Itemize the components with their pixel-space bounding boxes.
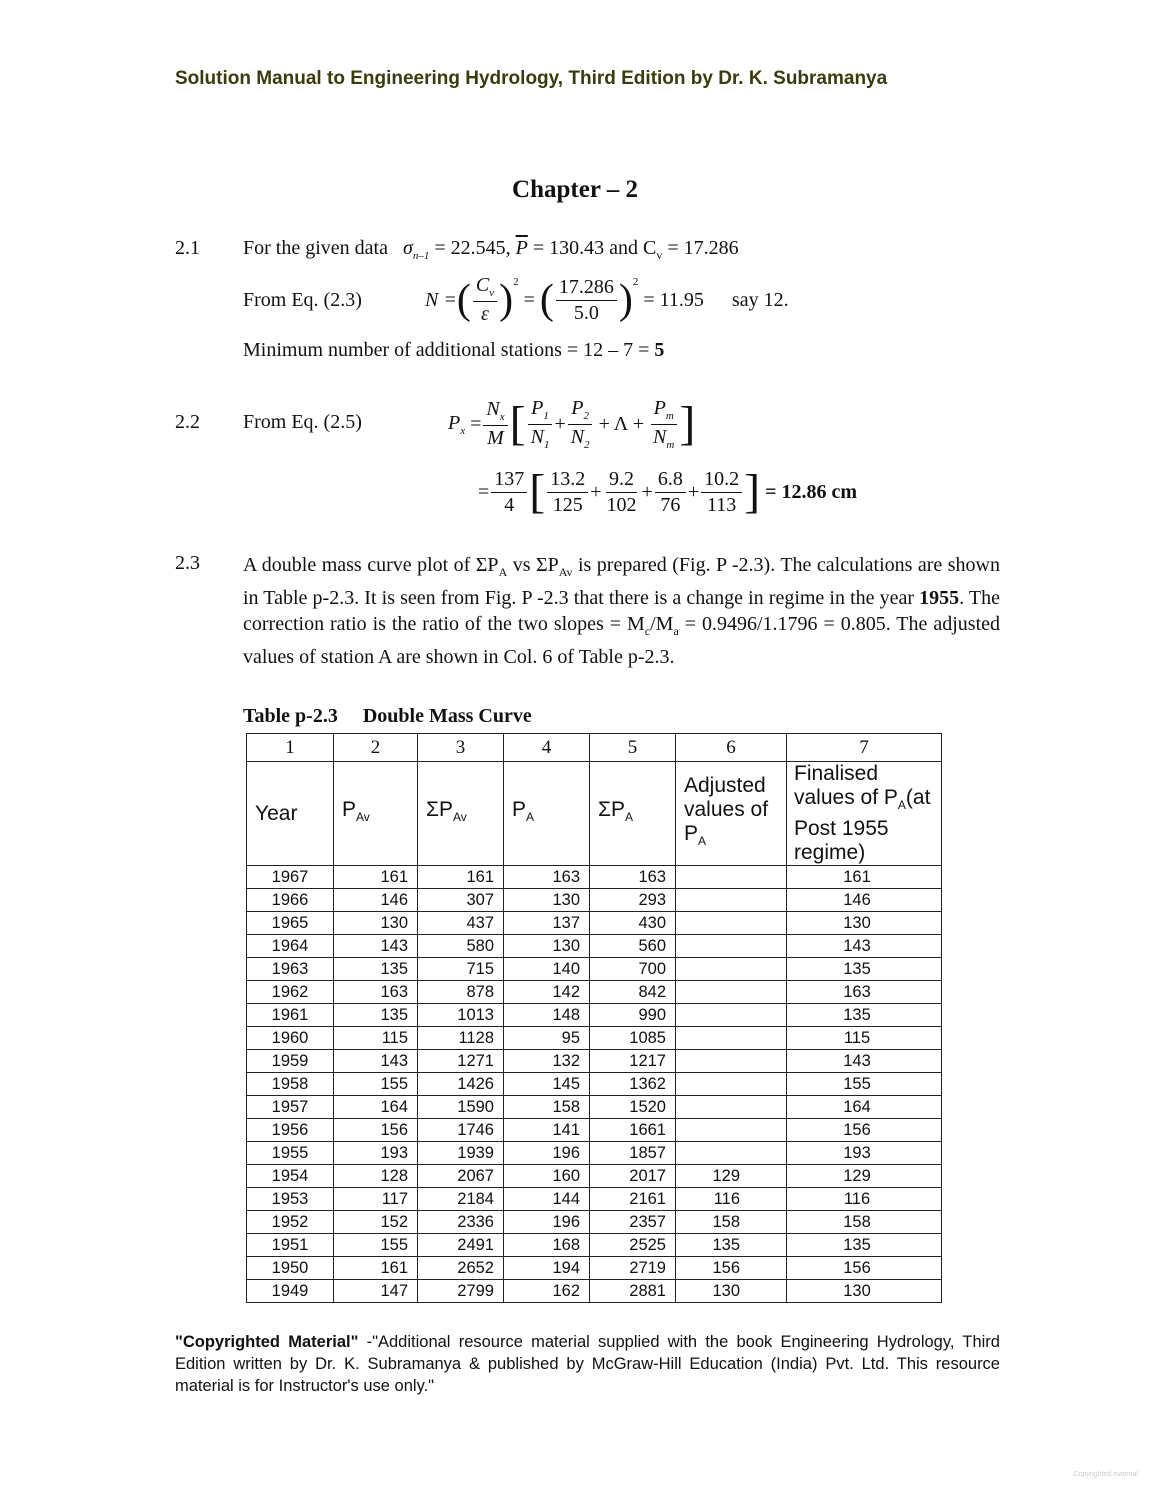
problem-2-1-line-3 bbox=[243, 339, 664, 362]
numeric-fraction bbox=[556, 275, 617, 326]
table-cell: 878 bbox=[418, 981, 504, 1004]
square-exponent-2: 2 bbox=[632, 276, 639, 288]
n2-letter: N bbox=[570, 425, 585, 448]
frac3-den: 76 bbox=[660, 493, 681, 516]
header-pa-sub: A bbox=[526, 810, 535, 825]
para-part-5: /M bbox=[650, 613, 674, 635]
table-cell: 160 bbox=[504, 1165, 590, 1188]
header-pa-letter: P bbox=[512, 798, 527, 821]
col-number: 6 bbox=[676, 734, 787, 762]
fraction-numerator: 17.286 bbox=[556, 275, 617, 301]
table-cell: 1962 bbox=[247, 981, 334, 1004]
table-cell: 130 bbox=[504, 889, 590, 912]
table-cell: 135 bbox=[787, 1004, 942, 1027]
table-cell: 2491 bbox=[418, 1234, 504, 1257]
table-cell: 1965 bbox=[247, 912, 334, 935]
para-sub-a2: a bbox=[673, 624, 679, 638]
table-cell: 560 bbox=[590, 935, 676, 958]
table-cell: 161 bbox=[334, 1257, 418, 1280]
table-cell: 135 bbox=[787, 1234, 942, 1257]
table-cell: 146 bbox=[334, 889, 418, 912]
table-cell: 196 bbox=[504, 1211, 590, 1234]
frac2-den: 102 bbox=[606, 493, 637, 516]
eq-2-5-reference: From Eq. (2.5) bbox=[243, 411, 362, 433]
para-part-2: vs ΣP bbox=[507, 554, 559, 576]
table-cell: 1953 bbox=[247, 1188, 334, 1211]
table-cell: 129 bbox=[676, 1165, 787, 1188]
table-cell: 163 bbox=[590, 866, 676, 889]
table-cell: 148 bbox=[504, 1004, 590, 1027]
table-cell: 1128 bbox=[418, 1027, 504, 1050]
frac4-den: 113 bbox=[706, 493, 737, 516]
watermark: Copyrighted material bbox=[1073, 1471, 1138, 1478]
table-cell: 1271 bbox=[418, 1050, 504, 1073]
n2-subscript: 2 bbox=[584, 438, 590, 451]
p2-subscript: 2 bbox=[583, 409, 590, 422]
table-row bbox=[247, 866, 942, 889]
table-cell: 2336 bbox=[418, 1211, 504, 1234]
para-part-4: . The correction ratio is the ratio of the two slopes = M bbox=[243, 587, 1000, 635]
table-cell: 2184 bbox=[418, 1188, 504, 1211]
pm-letter: P bbox=[653, 396, 666, 419]
header-pav-letter: P bbox=[342, 798, 357, 821]
table-cell: 430 bbox=[590, 912, 676, 935]
table-cell: 135 bbox=[334, 1004, 418, 1027]
table-cell: 152 bbox=[334, 1211, 418, 1234]
table-cell: 1950 bbox=[247, 1257, 334, 1280]
table-cell: 2525 bbox=[590, 1234, 676, 1257]
table-cell: 129 bbox=[787, 1165, 942, 1188]
col-number: 5 bbox=[590, 734, 676, 762]
cv-over-epsilon bbox=[473, 273, 497, 327]
px-subscript: x bbox=[460, 424, 466, 437]
left-paren-2: ( bbox=[539, 277, 554, 323]
table-cell bbox=[676, 1050, 787, 1073]
eq-2-3-reference: From Eq. (2.3) bbox=[243, 288, 362, 311]
table-cell: 1960 bbox=[247, 1027, 334, 1050]
table-cell bbox=[676, 912, 787, 935]
additional-stations-text: Minimum number of additional stations = 12 – 7 = bbox=[243, 339, 655, 361]
header-adjusted-text: Adjusted values of P bbox=[684, 774, 769, 845]
p-bar-value: = 130.43 and C bbox=[532, 237, 657, 259]
left-bracket: [ bbox=[509, 397, 526, 450]
right-paren-2: ) bbox=[618, 277, 633, 323]
table-row bbox=[247, 1050, 942, 1073]
header-sum-pa bbox=[590, 762, 676, 866]
table-cell: 1857 bbox=[590, 1142, 676, 1165]
table-cell: 130 bbox=[334, 912, 418, 935]
table-cell: 95 bbox=[504, 1027, 590, 1050]
table-row bbox=[247, 1142, 942, 1165]
table-cell: 158 bbox=[504, 1096, 590, 1119]
table-cell: 132 bbox=[504, 1050, 590, 1073]
n-equals: N = bbox=[425, 288, 457, 311]
problem-number-2-1: 2.1 bbox=[175, 237, 200, 259]
cv-num-subscript: v bbox=[489, 287, 495, 300]
table-cell bbox=[676, 1119, 787, 1142]
table-cell: 163 bbox=[504, 866, 590, 889]
frac1-den: 125 bbox=[552, 493, 583, 516]
table-cell: 161 bbox=[334, 866, 418, 889]
table-cell bbox=[676, 866, 787, 889]
table-cell: 580 bbox=[418, 935, 504, 958]
cv-value: = 17.286 bbox=[662, 237, 739, 259]
additional-stations-answer: 5 bbox=[654, 339, 665, 361]
table-cell: 1013 bbox=[418, 1004, 504, 1027]
p-bar-symbol: $\overline{P}$ bbox=[515, 237, 528, 259]
table-cell: 155 bbox=[334, 1073, 418, 1096]
para-part-3: is prepared (Fig. P -2.3). The calculations are shown in Table p-2.3. It is seen from Fig. P -2.3 that there is a change in regime in the year bbox=[243, 554, 1000, 609]
table-cell: 1949 bbox=[247, 1280, 334, 1303]
table-cell: 156 bbox=[787, 1119, 942, 1142]
table-cell: 117 bbox=[334, 1188, 418, 1211]
table-row bbox=[247, 1165, 942, 1188]
frac-137-num: 137 bbox=[491, 467, 527, 493]
right-bracket-2: ] bbox=[744, 465, 761, 518]
m-letter: M bbox=[487, 426, 504, 449]
table-row bbox=[247, 1004, 942, 1027]
table-cell: 130 bbox=[676, 1280, 787, 1303]
header-finalised bbox=[787, 762, 942, 866]
nx-over-m bbox=[483, 397, 507, 451]
table-cell: 1957 bbox=[247, 1096, 334, 1119]
header-adjusted bbox=[676, 762, 787, 866]
table-cell: 161 bbox=[418, 866, 504, 889]
table-cell bbox=[676, 1004, 787, 1027]
table-cell bbox=[676, 1027, 787, 1050]
table-cell bbox=[676, 1142, 787, 1165]
ellipsis-plus: + Λ + bbox=[598, 412, 645, 435]
problem-2-3-paragraph bbox=[243, 552, 1000, 670]
table-row bbox=[247, 1027, 942, 1050]
table-row bbox=[247, 1280, 942, 1303]
table-cell: 163 bbox=[334, 981, 418, 1004]
table-cell: 2161 bbox=[590, 1188, 676, 1211]
say-value: say 12. bbox=[731, 288, 789, 311]
left-bracket-2: [ bbox=[529, 465, 546, 518]
n1-subscript: 1 bbox=[543, 438, 550, 451]
frac-6-8-76 bbox=[655, 467, 686, 518]
table-cell: 193 bbox=[334, 1142, 418, 1165]
table-cell: 2357 bbox=[590, 1211, 676, 1234]
table-cell: 1966 bbox=[247, 889, 334, 912]
table-cell: 1520 bbox=[590, 1096, 676, 1119]
table-cell: 156 bbox=[787, 1257, 942, 1280]
table-cell: 1952 bbox=[247, 1211, 334, 1234]
table-cell: 1954 bbox=[247, 1165, 334, 1188]
frac-10-2-113 bbox=[701, 467, 742, 518]
header-adjusted-sub: A bbox=[698, 834, 707, 849]
table-cell: 163 bbox=[787, 981, 942, 1004]
table-cell: 164 bbox=[334, 1096, 418, 1119]
table-cell: 142 bbox=[504, 981, 590, 1004]
table-cell: 1217 bbox=[590, 1050, 676, 1073]
p1-subscript: 1 bbox=[543, 409, 549, 422]
table-cell: 1967 bbox=[247, 866, 334, 889]
formula-2-5-numeric: = $\frac{137}{4}$ [ $\frac{13.2}{125}$ + $\frac{9.2}{102}$ + $\frac{6.8}{76}$ + $\frac{10.2}{113}$ ] = 12.86 cm bbox=[478, 465, 858, 518]
table-cell: 158 bbox=[787, 1211, 942, 1234]
p2-over-n2 bbox=[568, 396, 593, 453]
header-pav-sub: Av bbox=[356, 810, 370, 825]
square-exponent: 2 bbox=[513, 276, 519, 288]
header-pav bbox=[334, 762, 418, 866]
table-cell: 155 bbox=[787, 1073, 942, 1096]
epsilon-denominator: ε bbox=[481, 302, 489, 325]
right-bracket: ] bbox=[679, 397, 696, 450]
problem-2-1-line-1 bbox=[243, 237, 739, 263]
table-cell: 2067 bbox=[418, 1165, 504, 1188]
table-cell: 162 bbox=[504, 1280, 590, 1303]
nx-subscript: x bbox=[499, 411, 505, 424]
table-cell: 146 bbox=[787, 889, 942, 912]
problem-2-1-line-2: From Eq. (2.3) N = ( $\frac{C_v}{\varepsilon}$ ) $^2$ = ( $\frac{17.286}{5.0}$ ) $^2$ = 11.95 say 12. bbox=[243, 274, 789, 325]
table-cell: 193 bbox=[787, 1142, 942, 1165]
frac-4-den: 4 bbox=[504, 493, 515, 516]
header-sum-pav-letter: ΣP bbox=[426, 798, 453, 821]
problem-number-2-3: 2.3 bbox=[175, 552, 200, 574]
problem-2-1-prefix: For the given data bbox=[243, 237, 388, 259]
table-cell: 437 bbox=[418, 912, 504, 935]
table-cell: 130 bbox=[787, 912, 942, 935]
table-cell: 2017 bbox=[590, 1165, 676, 1188]
table-row bbox=[247, 889, 942, 912]
table-cell: 990 bbox=[590, 1004, 676, 1027]
table-cell: 1590 bbox=[418, 1096, 504, 1119]
table-cell: 307 bbox=[418, 889, 504, 912]
cv-numerator: C bbox=[475, 274, 490, 297]
table-cell bbox=[676, 981, 787, 1004]
copyright-text: -"Additional resource material supplied with the book Engineering Hydrology, Third Edition written by Dr. K. Subramanya & published by McGraw-Hill Education (India) Pvt. Ltd. This resource material is for Instructor's use only." bbox=[175, 1333, 1000, 1395]
table-cell: 1085 bbox=[590, 1027, 676, 1050]
header-finalised-sub: A bbox=[897, 798, 906, 813]
table-cell: 164 bbox=[787, 1096, 942, 1119]
header-sum-pa-sub: A bbox=[625, 810, 634, 825]
para-sub-a: A bbox=[498, 565, 508, 579]
table-cell: 161 bbox=[787, 866, 942, 889]
table-row bbox=[247, 1119, 942, 1142]
table-cell: 194 bbox=[504, 1257, 590, 1280]
table-header-row bbox=[247, 762, 942, 866]
table-cell: 115 bbox=[334, 1027, 418, 1050]
nm-letter: N bbox=[653, 425, 667, 448]
table-cell: 700 bbox=[590, 958, 676, 981]
table-row bbox=[247, 958, 942, 981]
para-part-1: A double mass curve plot of ΣP bbox=[243, 554, 499, 576]
copyright-footer bbox=[175, 1331, 1000, 1397]
table-cell: 128 bbox=[334, 1165, 418, 1188]
header-pa bbox=[504, 762, 590, 866]
table-cell: 1958 bbox=[247, 1073, 334, 1096]
table-cell: 293 bbox=[590, 889, 676, 912]
left-paren: ( bbox=[456, 277, 471, 323]
running-header: Solution Manual to Engineering Hydrology, Third Edition by Dr. K. Subramanya bbox=[175, 68, 888, 89]
table-cell bbox=[676, 1073, 787, 1096]
px-equals: = bbox=[470, 412, 482, 435]
table-cell: 1939 bbox=[418, 1142, 504, 1165]
table-row bbox=[247, 1096, 942, 1119]
table-cell bbox=[676, 935, 787, 958]
frac-9-2-102 bbox=[604, 467, 640, 518]
problem-number-2-2: 2.2 bbox=[175, 411, 200, 433]
frac-13-2-125 bbox=[547, 467, 588, 518]
px-result: = 12.86 cm bbox=[765, 480, 858, 503]
formula-2-5: $P_x$ = $\frac{N_x}{M}$ [ $\frac{P_1}{N_1}$ + $\frac{P_2}{N_2}$ + Λ + $\frac{P_m}{N_m}$ ] bbox=[448, 396, 696, 451]
right-paren: ) bbox=[499, 277, 514, 323]
cv-subscript: v bbox=[656, 248, 663, 262]
nx-letter: N bbox=[486, 398, 500, 421]
frac1-num: 13.2 bbox=[547, 467, 588, 493]
table-cell: 116 bbox=[676, 1188, 787, 1211]
table-cell: 156 bbox=[334, 1119, 418, 1142]
table-cell: 115 bbox=[787, 1027, 942, 1050]
table-cell: 2652 bbox=[418, 1257, 504, 1280]
copyright-label: "Copyrighted Material" bbox=[175, 1333, 359, 1351]
chapter-title: Chapter – 2 bbox=[512, 176, 638, 203]
table-row bbox=[247, 1234, 942, 1257]
nm-subscript: m bbox=[666, 438, 675, 451]
table-cell: 141 bbox=[504, 1119, 590, 1142]
n1-letter: N bbox=[530, 425, 544, 448]
table-cell: 143 bbox=[334, 935, 418, 958]
regime-change-year: 1955 bbox=[919, 587, 960, 609]
col-number: 7 bbox=[787, 734, 942, 762]
table-cell bbox=[676, 889, 787, 912]
table-cell: 196 bbox=[504, 1142, 590, 1165]
header-finalised-text-2: (at Post 1955 regime) bbox=[794, 786, 931, 865]
table-cell: 1961 bbox=[247, 1004, 334, 1027]
table-cell: 130 bbox=[504, 935, 590, 958]
pm-subscript: m bbox=[665, 409, 674, 422]
p2-letter: P bbox=[571, 396, 584, 419]
double-mass-curve-table bbox=[246, 733, 942, 1303]
table-row bbox=[247, 935, 942, 958]
table-cell: 715 bbox=[418, 958, 504, 981]
table-cell: 130 bbox=[787, 1280, 942, 1303]
column-number-row bbox=[247, 734, 942, 762]
table-row bbox=[247, 1211, 942, 1234]
col-number: 1 bbox=[247, 734, 334, 762]
table-cell bbox=[676, 958, 787, 981]
table-row bbox=[247, 1188, 942, 1211]
frac-137-4 bbox=[491, 467, 527, 518]
px-symbol bbox=[448, 412, 465, 437]
frac2-num: 9.2 bbox=[606, 467, 637, 493]
table-cell: 1951 bbox=[247, 1234, 334, 1257]
table-caption: Table p-2.3 Double Mass Curve bbox=[243, 705, 532, 727]
n-result: = 11.95 bbox=[643, 288, 704, 311]
header-sum-pav bbox=[418, 762, 504, 866]
table-row bbox=[247, 981, 942, 1004]
header-sum-pa-letter: ΣP bbox=[598, 798, 625, 821]
table-row bbox=[247, 1257, 942, 1280]
table-cell: 1959 bbox=[247, 1050, 334, 1073]
table-cell: 135 bbox=[676, 1234, 787, 1257]
table-cell: 842 bbox=[590, 981, 676, 1004]
table-cell: 1426 bbox=[418, 1073, 504, 1096]
para-sub-c: c bbox=[644, 624, 651, 638]
col-number: 3 bbox=[418, 734, 504, 762]
frac4-num: 10.2 bbox=[701, 467, 742, 493]
p1-letter: P bbox=[531, 396, 544, 419]
table-cell: 168 bbox=[504, 1234, 590, 1257]
table-cell: 135 bbox=[787, 958, 942, 981]
table-cell: 145 bbox=[504, 1073, 590, 1096]
table-row bbox=[247, 1073, 942, 1096]
table-cell: 137 bbox=[504, 912, 590, 935]
table-cell: 1362 bbox=[590, 1073, 676, 1096]
table-cell: 143 bbox=[787, 935, 942, 958]
table-cell: 1955 bbox=[247, 1142, 334, 1165]
table-cell: 135 bbox=[334, 958, 418, 981]
table-cell: 156 bbox=[676, 1257, 787, 1280]
table-cell: 2719 bbox=[590, 1257, 676, 1280]
table-cell: 143 bbox=[787, 1050, 942, 1073]
table-cell: 1956 bbox=[247, 1119, 334, 1142]
table-cell: 158 bbox=[676, 1211, 787, 1234]
table-cell: 2799 bbox=[418, 1280, 504, 1303]
table-row bbox=[247, 912, 942, 935]
frac3-num: 6.8 bbox=[655, 467, 686, 493]
table-cell: 147 bbox=[334, 1280, 418, 1303]
sigma-value: = 22.545, bbox=[434, 237, 511, 259]
table-cell: 140 bbox=[504, 958, 590, 981]
table-cell: 144 bbox=[504, 1188, 590, 1211]
sigma-symbol: $\sigma_{n-1}$ bbox=[402, 237, 430, 262]
table-cell: 143 bbox=[334, 1050, 418, 1073]
table-cell: 116 bbox=[787, 1188, 942, 1211]
header-finalised-text: Finalised values of P bbox=[794, 762, 898, 809]
p1-over-n1 bbox=[528, 396, 553, 453]
para-sub-av: Av bbox=[558, 565, 573, 579]
pm-over-nm bbox=[650, 396, 677, 453]
table-cell: 1963 bbox=[247, 958, 334, 981]
header-sum-pav-sub: Av bbox=[453, 810, 467, 825]
header-year: Year bbox=[247, 762, 334, 866]
table-cell bbox=[676, 1096, 787, 1119]
table-cell: 2881 bbox=[590, 1280, 676, 1303]
table-cell: 1964 bbox=[247, 935, 334, 958]
table-cell: 1661 bbox=[590, 1119, 676, 1142]
px-letter: P bbox=[448, 411, 461, 434]
fraction-denominator: 5.0 bbox=[573, 301, 599, 324]
table-cell: 155 bbox=[334, 1234, 418, 1257]
table-cell: 1746 bbox=[418, 1119, 504, 1142]
para-part-6: = 0.9496/1.1796 = 0.805. The adjusted values of station A are shown in Col. 6 of Table p-2.3. bbox=[243, 613, 1000, 668]
col-number: 2 bbox=[334, 734, 418, 762]
col-number: 4 bbox=[504, 734, 590, 762]
